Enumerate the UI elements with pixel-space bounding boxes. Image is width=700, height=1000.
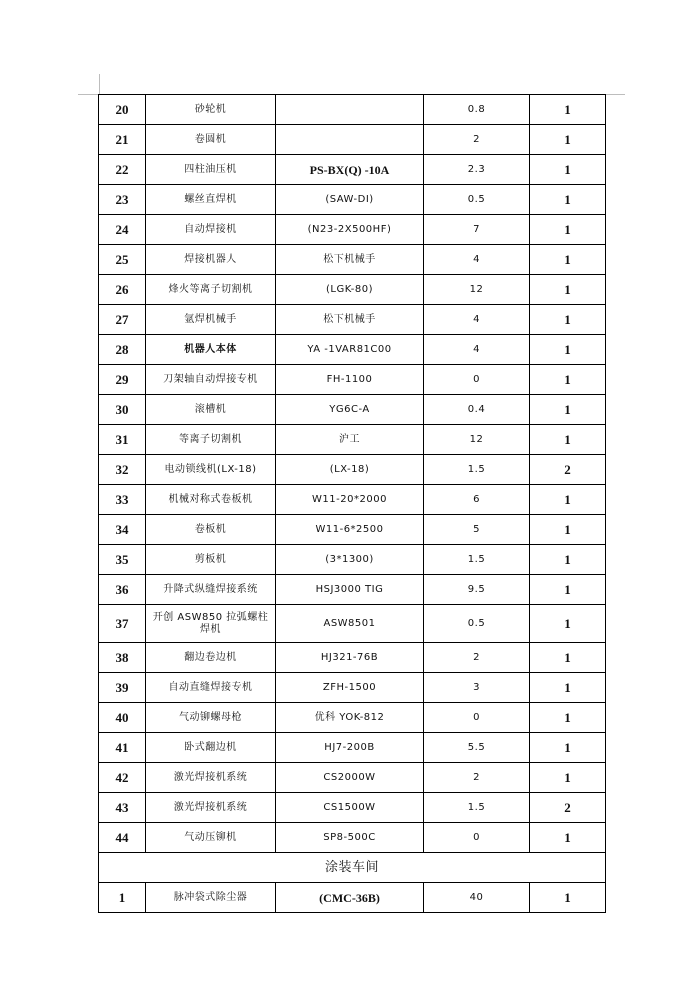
equipment-name: 激光焊接机系统: [146, 763, 276, 793]
equipment-quantity: 1: [530, 515, 606, 545]
equipment-name: 砂轮机: [146, 95, 276, 125]
equipment-name: 焊接机器人: [146, 245, 276, 275]
equipment-power: 0: [424, 703, 530, 733]
equipment-quantity: 1: [530, 605, 606, 643]
equipment-quantity: 2: [530, 455, 606, 485]
equipment-model: YA -1VAR81C00: [276, 335, 424, 365]
equipment-quantity: 1: [530, 395, 606, 425]
row-number: 26: [99, 275, 146, 305]
equipment-name: 自动直缝焊接专机: [146, 673, 276, 703]
equipment-model: (LX-18): [276, 455, 424, 485]
crop-mark-right: [605, 94, 625, 95]
equipment-table-body: [99, 95, 606, 913]
table-row: [99, 733, 606, 763]
row-number: 30: [99, 395, 146, 425]
table-row: [99, 515, 606, 545]
equipment-quantity: 1: [530, 425, 606, 455]
equipment-quantity: 1: [530, 883, 606, 913]
row-number: 31: [99, 425, 146, 455]
equipment-quantity: 1: [530, 305, 606, 335]
equipment-quantity: 1: [530, 365, 606, 395]
equipment-model: 沪工: [276, 425, 424, 455]
row-number: 28: [99, 335, 146, 365]
equipment-name: 卷板机: [146, 515, 276, 545]
equipment-power: 1.5: [424, 793, 530, 823]
equipment-name: 机器人本体: [146, 335, 276, 365]
equipment-name: 自动焊接机: [146, 215, 276, 245]
equipment-name: 开创 ASW850 拉弧螺柱焊机: [146, 605, 276, 643]
equipment-power: 2: [424, 643, 530, 673]
row-number: 29: [99, 365, 146, 395]
row-number: 37: [99, 605, 146, 643]
equipment-power: 0.4: [424, 395, 530, 425]
row-number: 42: [99, 763, 146, 793]
equipment-power: 4: [424, 335, 530, 365]
equipment-power: 4: [424, 305, 530, 335]
equipment-power: 5.5: [424, 733, 530, 763]
equipment-name: 等离子切割机: [146, 425, 276, 455]
equipment-name: 氩焊机械手: [146, 305, 276, 335]
equipment-quantity: 1: [530, 485, 606, 515]
equipment-name: 气动铆螺母枪: [146, 703, 276, 733]
equipment-power: 7: [424, 215, 530, 245]
equipment-name: 脉冲袋式除尘器: [146, 883, 276, 913]
equipment-power: 2: [424, 125, 530, 155]
table-row: [99, 185, 606, 215]
equipment-quantity: 1: [530, 823, 606, 853]
row-number: 25: [99, 245, 146, 275]
equipment-model: W11-20*2000: [276, 485, 424, 515]
table-row: [99, 673, 606, 703]
equipment-quantity: 1: [530, 185, 606, 215]
equipment-model: W11-6*2500: [276, 515, 424, 545]
equipment-model: PS-BX(Q) -10A: [276, 155, 424, 185]
equipment-power: 0: [424, 365, 530, 395]
table-row: [99, 605, 606, 643]
equipment-power: 9.5: [424, 575, 530, 605]
equipment-quantity: 2: [530, 793, 606, 823]
row-number: 44: [99, 823, 146, 853]
equipment-model: (LGK-80): [276, 275, 424, 305]
crop-mark-vertical: [99, 74, 100, 94]
table-row: [99, 763, 606, 793]
row-number: 32: [99, 455, 146, 485]
table-row: [99, 545, 606, 575]
equipment-name: 螺丝直焊机: [146, 185, 276, 215]
row-number: 34: [99, 515, 146, 545]
table-row: [99, 643, 606, 673]
row-number: 21: [99, 125, 146, 155]
equipment-name: 升降式纵缝焊接系统: [146, 575, 276, 605]
section-title: 涂装车间: [99, 853, 606, 883]
table-row: [99, 335, 606, 365]
equipment-quantity: 1: [530, 545, 606, 575]
equipment-name: 气动压铆机: [146, 823, 276, 853]
equipment-quantity: 1: [530, 155, 606, 185]
table-row: [99, 455, 606, 485]
equipment-name: 电动锁线机(LX-18): [146, 455, 276, 485]
equipment-quantity: 1: [530, 95, 606, 125]
equipment-power: 6: [424, 485, 530, 515]
equipment-power: 0: [424, 823, 530, 853]
equipment-quantity: 1: [530, 245, 606, 275]
table-row: [99, 575, 606, 605]
equipment-power: 0.5: [424, 605, 530, 643]
equipment-name: 滚槽机: [146, 395, 276, 425]
row-number: 23: [99, 185, 146, 215]
equipment-name: 卧式翻边机: [146, 733, 276, 763]
row-number: 39: [99, 673, 146, 703]
equipment-model: SP8-500C: [276, 823, 424, 853]
table-row: [99, 395, 606, 425]
equipment-power: 1.5: [424, 455, 530, 485]
equipment-model: FH-1100: [276, 365, 424, 395]
equipment-model: ZFH-1500: [276, 673, 424, 703]
equipment-model: 优科 YOK-812: [276, 703, 424, 733]
row-number: 41: [99, 733, 146, 763]
equipment-model: [276, 125, 424, 155]
table-row: [99, 245, 606, 275]
equipment-model: 松下机械手: [276, 305, 424, 335]
equipment-model: (N23-2X500HF): [276, 215, 424, 245]
row-number: 38: [99, 643, 146, 673]
equipment-model: (3*1300): [276, 545, 424, 575]
equipment-power: 5: [424, 515, 530, 545]
table-row: [99, 883, 606, 913]
table-row: [99, 275, 606, 305]
equipment-quantity: 1: [530, 733, 606, 763]
equipment-model: HSJ3000 TIG: [276, 575, 424, 605]
table-row: [99, 125, 606, 155]
equipment-quantity: 1: [530, 763, 606, 793]
equipment-quantity: 1: [530, 275, 606, 305]
equipment-model: [276, 95, 424, 125]
equipment-quantity: 1: [530, 643, 606, 673]
row-number: 40: [99, 703, 146, 733]
equipment-power: 2: [424, 763, 530, 793]
equipment-name: 四柱油压机: [146, 155, 276, 185]
crop-mark-left: [78, 94, 98, 95]
equipment-model: CS2000W: [276, 763, 424, 793]
equipment-table: [98, 94, 606, 913]
row-number: 36: [99, 575, 146, 605]
equipment-quantity: 1: [530, 215, 606, 245]
table-row: [99, 823, 606, 853]
row-number: 20: [99, 95, 146, 125]
equipment-power: 1.5: [424, 545, 530, 575]
equipment-name: 激光焊接机系统: [146, 793, 276, 823]
equipment-quantity: 1: [530, 575, 606, 605]
equipment-power: 3: [424, 673, 530, 703]
equipment-model: ASW8501: [276, 605, 424, 643]
equipment-quantity: 1: [530, 673, 606, 703]
equipment-power: 12: [424, 425, 530, 455]
equipment-name: 机械对称式卷板机: [146, 485, 276, 515]
equipment-model: CS1500W: [276, 793, 424, 823]
equipment-model: HJ7-200B: [276, 733, 424, 763]
equipment-model: (CMC-36B): [276, 883, 424, 913]
equipment-quantity: 1: [530, 335, 606, 365]
table-row: [99, 703, 606, 733]
equipment-name: 烽火等离子切割机: [146, 275, 276, 305]
equipment-power: 4: [424, 245, 530, 275]
table-row: [99, 215, 606, 245]
equipment-name: 刀架轴自动焊接专机: [146, 365, 276, 395]
row-number: 22: [99, 155, 146, 185]
equipment-power: 0.5: [424, 185, 530, 215]
equipment-name: 卷圆机: [146, 125, 276, 155]
section-row: [99, 853, 606, 883]
row-number: 43: [99, 793, 146, 823]
row-number: 1: [99, 883, 146, 913]
table-row: [99, 425, 606, 455]
row-number: 33: [99, 485, 146, 515]
equipment-model: 松下机械手: [276, 245, 424, 275]
equipment-power: 40: [424, 883, 530, 913]
equipment-model: (SAW-DI): [276, 185, 424, 215]
table-row: [99, 365, 606, 395]
table-row: [99, 155, 606, 185]
equipment-model: YG6C-A: [276, 395, 424, 425]
equipment-name: 翻边卷边机: [146, 643, 276, 673]
table-row: [99, 305, 606, 335]
equipment-quantity: 1: [530, 125, 606, 155]
equipment-model: HJ321-76B: [276, 643, 424, 673]
equipment-quantity: 1: [530, 703, 606, 733]
equipment-power: 2.3: [424, 155, 530, 185]
equipment-name: 剪板机: [146, 545, 276, 575]
row-number: 27: [99, 305, 146, 335]
equipment-power: 12: [424, 275, 530, 305]
table-row: [99, 485, 606, 515]
row-number: 24: [99, 215, 146, 245]
table-row: [99, 793, 606, 823]
equipment-power: 0.8: [424, 95, 530, 125]
table-row: [99, 95, 606, 125]
row-number: 35: [99, 545, 146, 575]
